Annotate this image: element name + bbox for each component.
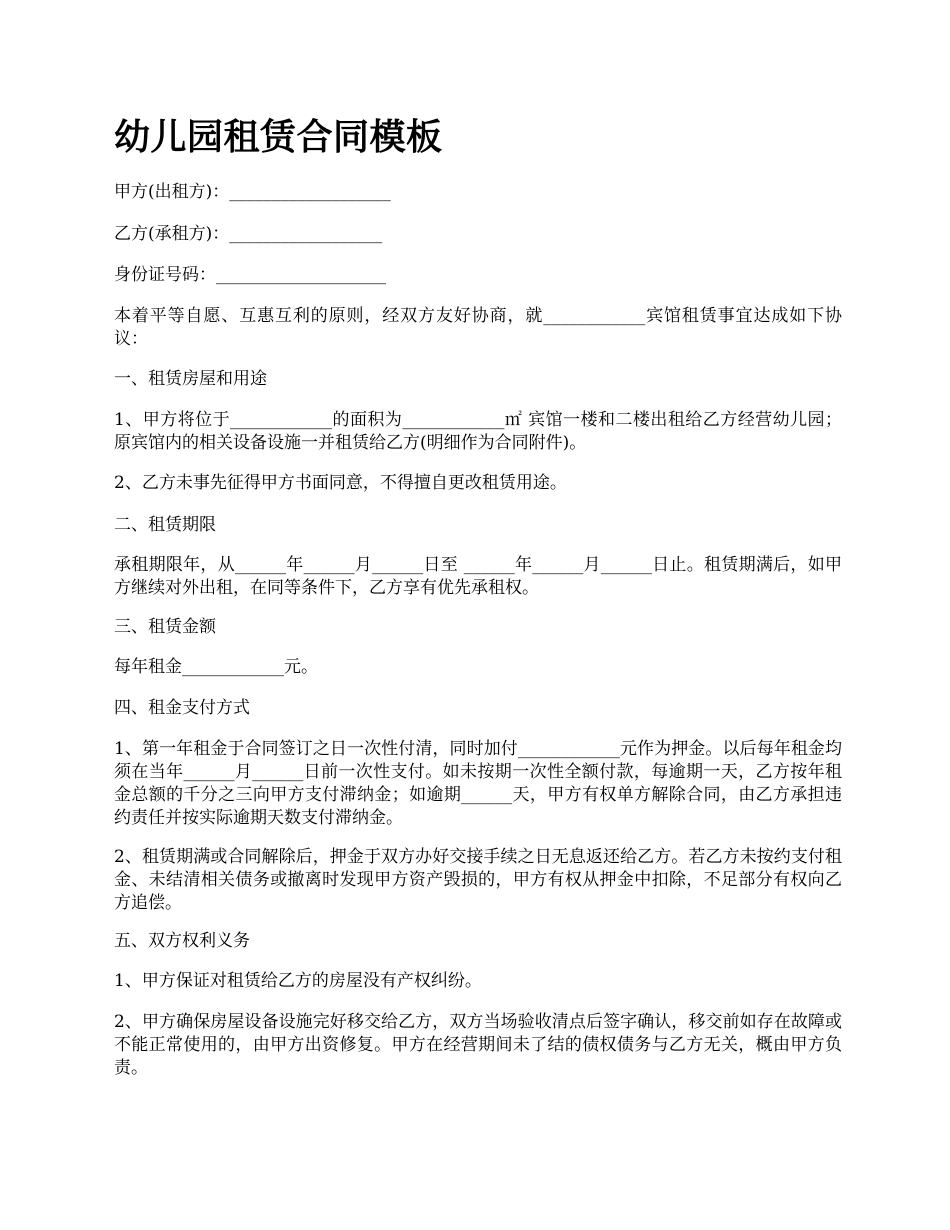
id-number-line: 身份证号码：____________________ xyxy=(114,265,386,285)
clause-paragraph: 2、乙方未事先征得甲方书面同意，不得擅自更改租赁用途。 xyxy=(114,473,567,493)
party-b-line: 乙方(承租方)：__________________ xyxy=(114,224,383,244)
clause-paragraph: 1、甲方将位于____________的面积为____________㎡ 宾馆一楼和二楼出租给乙方经营幼儿园；原宾馆内的相关设备设施一并租赁给乙方(明细作为合同附件)。 xyxy=(114,410,842,453)
clause-paragraph: 承租期限年，从______年______月______日至 ______年______月______日止。租赁期满后，如甲方继续对外出租，在同等条件下，乙方享有优先承租权。 xyxy=(114,555,842,598)
section-heading-3: 三、租赁金额 xyxy=(114,617,216,637)
preamble-paragraph: 本着平等自愿、互惠互利的原则，经双方友好协商，就____________宾馆租赁事宜达成如下协议： xyxy=(114,306,842,349)
clause-paragraph: 2、租赁期满或合同解除后，押金于双方办好交接手续之日无息返还给乙方。若乙方未按约支付租金、未结清相关债务或撤离时发现甲方资产毁损的，甲方有权从押金中扣除，不足部分有权向乙方追偿。 xyxy=(114,847,842,913)
section-heading-5: 五、双方权利义务 xyxy=(114,931,250,951)
clause-paragraph: 每年租金____________元。 xyxy=(114,657,318,677)
section-heading-4: 四、租金支付方式 xyxy=(114,698,250,718)
clause-paragraph: 1、甲方保证对租赁给乙方的房屋没有产权纠纷。 xyxy=(114,971,482,991)
section-heading-1: 一、租赁房屋和用途 xyxy=(114,369,267,389)
section-heading-2: 二、租赁期限 xyxy=(114,515,216,535)
document-title: 幼儿园租赁合同模板 xyxy=(114,116,443,158)
party-a-line: 甲方(出租方)：___________________ xyxy=(114,182,391,202)
clause-paragraph: 2、甲方确保房屋设备设施完好移交给乙方，双方当场验收清点后签字确认，移交前如存在故障或不能正常使用的，由甲方出资修复。甲方在经营期间未了结的债权债务与乙方无关，概由甲方负责。 xyxy=(114,1012,842,1078)
clause-paragraph: 1、第一年租金于合同签订之日一次性付清，同时加付____________元作为押金。以后每年租金均须在当年______月______日前一次性支付。如未按期一次性全额付款，每逾期一天，乙方按年租金总额的千分之三向甲方支付滞纳金；如逾期______天，甲方有权单方解除合同，由乙方承担违约责任并按实际逾期天数支付滞纳金。 xyxy=(114,739,842,828)
